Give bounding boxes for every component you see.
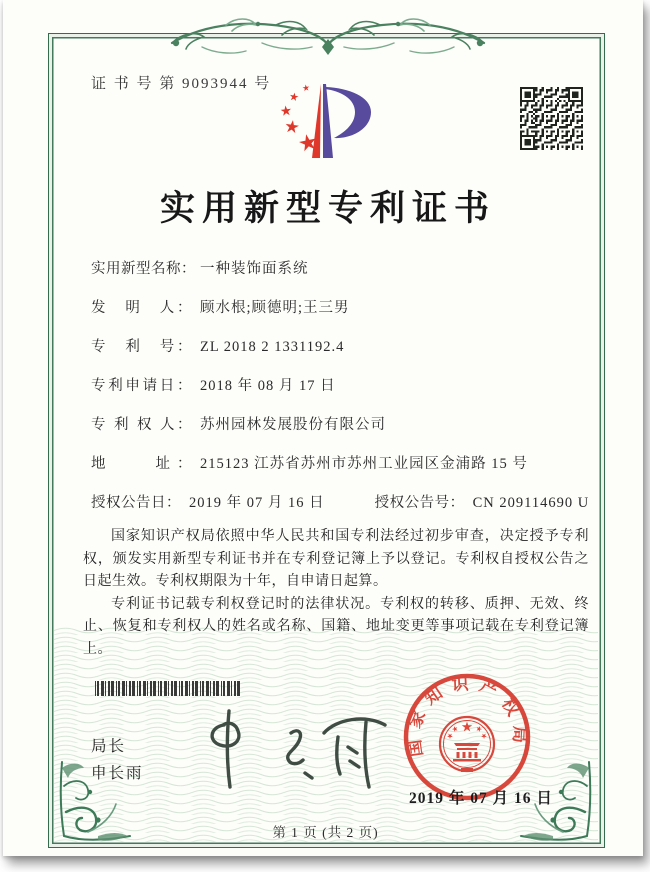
field-row-inventors <box>91 298 591 337</box>
officer-title: 局长 <box>91 738 127 755</box>
field-row-filing-date <box>91 376 591 415</box>
officer-block <box>91 733 144 787</box>
field-row-address <box>91 454 591 493</box>
field-label: 专利申请日： <box>91 378 192 394</box>
official-seal <box>401 671 533 803</box>
barcode-icon <box>93 681 259 696</box>
officer-name: 申长雨 <box>91 765 144 782</box>
seal-date: 2019 年 07 月 16 日 <box>409 790 553 807</box>
certificate-paper <box>3 0 643 856</box>
field-list <box>91 259 591 532</box>
field-label: 发 明 人： <box>91 300 192 316</box>
field-label: 授权公告号： <box>374 495 465 511</box>
field-value: 2019 年 07 月 16 日 <box>189 495 325 511</box>
legal-paragraph-2: 专利证书记载专利权登记时的法律状况。专利权的转移、质押、无效、终止、恢复和专利权人的姓名或名称、国籍、地址变更等事项记载在专利登记簿上。 <box>83 596 589 657</box>
field-row-patent-no <box>91 337 591 376</box>
field-row-patentee <box>91 415 591 454</box>
field-value: 苏州园林发展股份有限公司 <box>200 417 386 433</box>
qr-code-icon <box>520 87 583 150</box>
field-label: 地 址： <box>91 456 192 472</box>
seal-ring-text: 国家知识产权局 <box>403 674 530 758</box>
national-emblem-icon <box>440 717 494 772</box>
field-value: 2018 年 08 月 17 日 <box>200 378 336 394</box>
page-footer: 第 1 页 (共 2 页) <box>272 825 379 840</box>
field-value: CN 209114690 U <box>472 495 590 511</box>
field-value: 215123 江苏省苏州市苏州工业园区金浦路 15 号 <box>200 456 528 472</box>
field-value: 一种装饰面系统 <box>200 261 309 277</box>
field-row-name <box>91 259 591 298</box>
legal-text <box>83 526 589 661</box>
signature-shen-changyu <box>196 703 401 795</box>
field-label: 授权公告日： <box>91 495 181 511</box>
field-label: 专 利 权 人： <box>91 417 192 433</box>
field-value: ZL 2018 2 1331192.4 <box>200 339 345 355</box>
certificate-title: 实用新型专利证书 <box>159 189 496 228</box>
field-label: 专 利 号： <box>91 339 192 355</box>
top-scroll-ornament <box>166 13 490 57</box>
field-label: 实用新型名称： <box>91 261 196 277</box>
certificate-number: 证 书 号 第 9093944 号 <box>91 76 272 92</box>
field-value: 顾水根;顾德明;王三男 <box>200 300 350 316</box>
cnipa-logo-icon <box>279 79 379 163</box>
legal-paragraph-1: 国家知识产权局依照中华人民共和国专利法经过初步审查，决定授予专利权，颁发实用新型专利证书并在专利登记簿上予以登记。专利权自授权公告之日起生效。专利权期限为十年，自申请日起算。 <box>83 529 589 589</box>
